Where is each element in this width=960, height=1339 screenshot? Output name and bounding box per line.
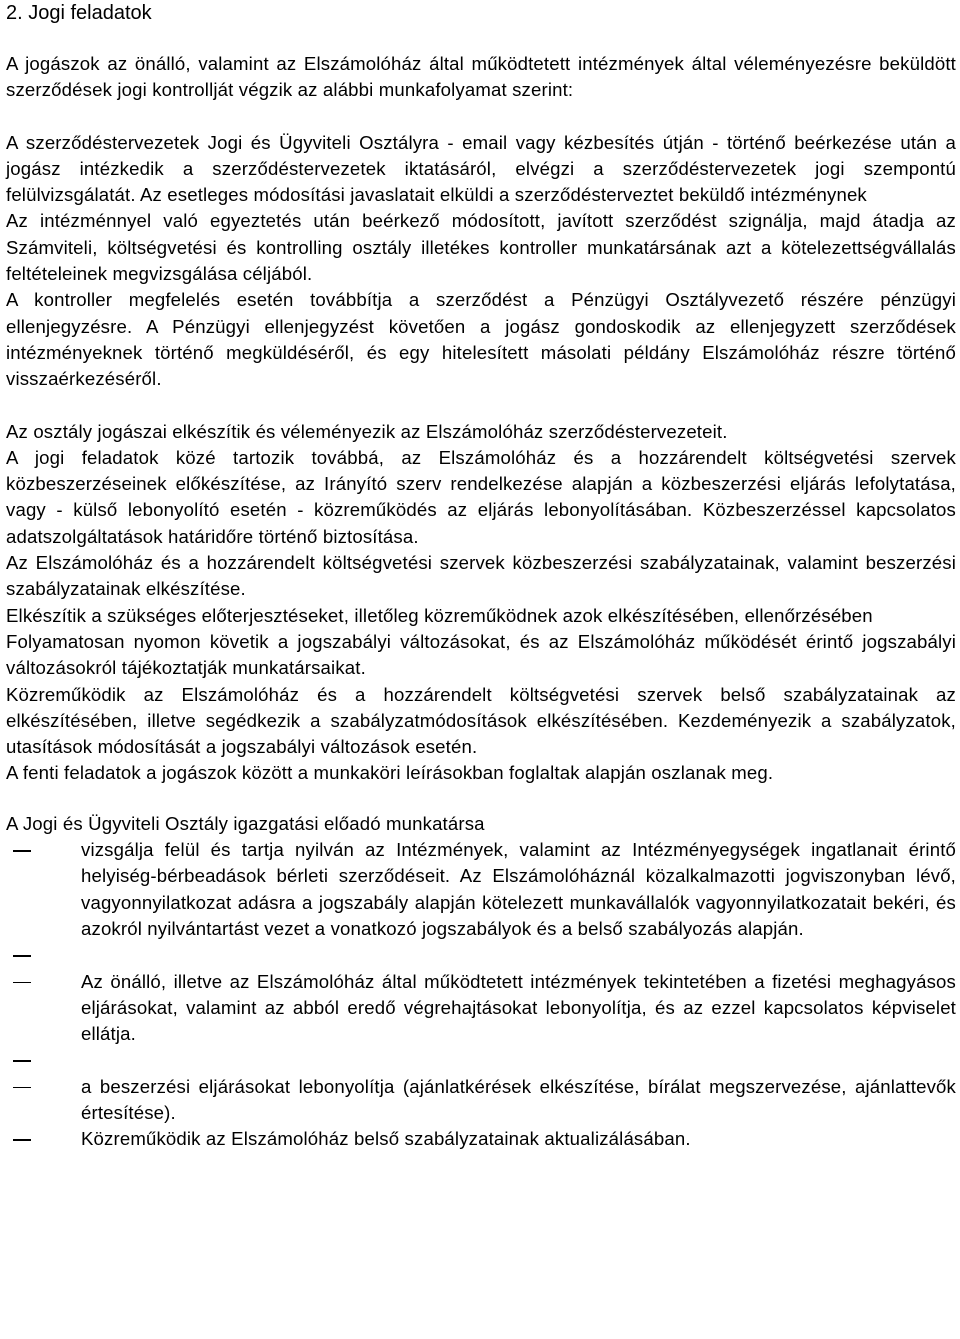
list-item-text	[81, 942, 956, 968]
list-item	[6, 969, 956, 1048]
paragraph-job-descriptions: A fenti feladatok a jogászok között a munkaköri leírásokban foglaltak alapján oszlanak meg.	[6, 762, 774, 784]
list-item-empty	[6, 942, 956, 968]
list-item	[6, 837, 956, 942]
list-item	[6, 1126, 956, 1152]
intro-paragraph: A jogászok az önálló, valamint az Elszámolóház által működtetett intézmények által véleményezésre beküldött szerződések jogi kontrollját végzik az alábbi munkafolyamat szerint:	[6, 53, 956, 101]
paragraph-legal-changes: Folyamatosan nyomon követik a jogszabályi változásokat, és az Elszámolóház működését érintő jogszabályi változásokról tájékoztatják munkatársaikat.	[6, 630, 956, 679]
list-item-text: a beszerzési eljárásokat lebonyolítja (ajánlatkérések elkészítése, bírálat megszervezése, ajánlattevők értesítése).	[81, 1075, 956, 1123]
list-item-text: Közreműködik az Elszámolóház belső szabályzatainak aktualizálásában.	[81, 1128, 691, 1150]
paragraph-drafting: Az osztály jogászai elkészítik és véleményezik az Elszámolóház szerződéstervezeteit.	[6, 420, 728, 442]
dash-bullet-icon	[6, 1047, 81, 1073]
dash-bullet-icon	[6, 837, 81, 942]
admin-duties-list	[6, 837, 956, 1153]
section-heading: 2. Jogi feladatok	[6, 2, 152, 24]
dash-bullet-icon	[6, 1126, 81, 1152]
list-item-text	[81, 1047, 956, 1073]
paragraph-controller: A kontroller megfelelés esetén továbbítja a szerződést a Pénzügyi Osztályvezető részére pénzügyi ellenjegyzésre. A Pénzügyi ellenjegyzést követően a jogász gondoskodik az ellenjegyzett szerződések intézményeknek történő megküldéséről, és egy hitelesített másolati példány Elszámolóház részre történő visszaérkezéséről.	[6, 289, 956, 390]
paragraph-regulations: Az Elszámolóház és a hozzárendelt költségvetési szervek közbeszerzési szabályzatainak, valamint beszerzési szabályzatainak elkészítése.	[6, 552, 956, 600]
dash-bullet-icon	[6, 969, 81, 1048]
dash-bullet-icon	[6, 1074, 81, 1127]
paragraph-admin-officer: A Jogi és Ügyviteli Osztály igazgatási előadó munkatársa	[6, 812, 485, 834]
list-item-text: Az önálló, illetve az Elszámolóház által működtetett intézmények tekintetében a fizetési meghagyásos eljárásokat, valamint az abból eredő végrehajtásokat lebonyolítja, és az ezzel kapcsolatos képviselet ellátja.	[81, 970, 956, 1045]
paragraph-contract-review: A szerződéstervezetek Jogi és Ügyviteli Osztályra - email vagy kézbesítés útján - történő beérkezése után a jogász intézkedik a szerződéstervezetek iktatásáról, elvégzi a szerződéstervezetek jogi szempontú felülvizsgálatát. Az esetleges módosítási javaslatait elküldi a szerződésterveztet beküldő intézménynek	[6, 131, 956, 206]
paragraph-internal-rules: Közreműködik az Elszámolóház és a hozzárendelt költségvetési szervek belső szabályzatainak az elkészítésében, illetve segédkezik a szabályzatmódosítások elkészítésében. Kezdeményezik a szabályzatok, utasítások módosítását a jogszabályi változások esetén.	[6, 683, 956, 758]
list-item	[6, 1074, 956, 1127]
paragraph-procurement: A jogi feladatok közé tartozik továbbá, az Elszámolóház és a hozzárendelt költségvetési szervek közbeszerzéseinek előkészítése, az Irányító szerv rendelkezése alapján a közbeszerzési eljárás lefolytatása, vagy - külső lebonyolító esetén - közreműködés az eljárás lebonyolításában. Közbeszerzéssel kapcsolatos adatszolgáltatások határidőre történő biztosítása.	[6, 446, 956, 547]
list-item-text: vizsgálja felül és tartja nyilván az Intézmények, valamint az Intézményegységek ingatlanait érintő helyiség-bérbeadások bérleti szerződéseit. Az Elszámolóháznál közalkalmazotti jogviszonyban lévő, vagyonnyilatkozat adásra a jogszabály alapján kötelezett munkavállalók vagyonnyilatkozatait bekéri, és azokról nyilvántartást vezet a vonatkozó jogszabályok és a belső szabályozás alapján.	[81, 839, 956, 939]
paragraph-proposals: Elkészítik a szükséges előterjesztéseket, illetőleg közreműködnek azok elkészítésében, ellenőrzésében	[6, 604, 873, 626]
dash-bullet-icon	[6, 942, 81, 968]
paragraph-signature: Az intézménnyel való egyeztetés után beérkező módosított, javított szerződést szignálja, majd átadja az Számviteli, költségvetési és kontrolling osztály illetékes kontroller munkatársának azt a kötelezettségvállalás feltételeinek megvizsgálása céljából.	[6, 210, 956, 285]
list-item-empty	[6, 1047, 956, 1073]
